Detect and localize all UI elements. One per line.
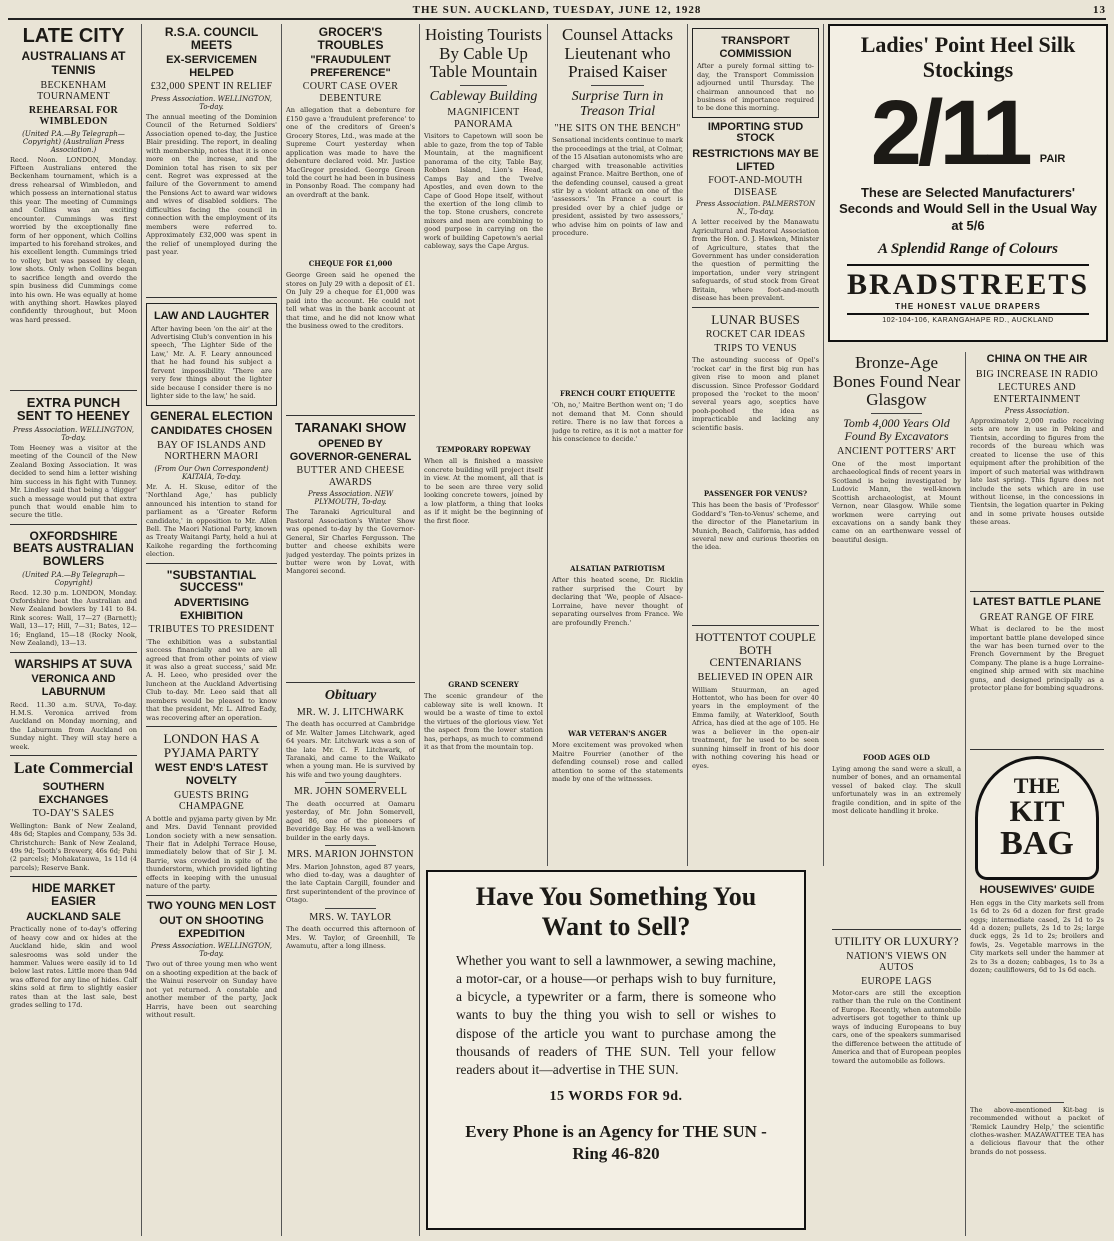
bradstreets-logo (847, 264, 1090, 315)
kitbag-word: THE (1013, 773, 1061, 799)
section-subhead: FRENCH COURT ETIQUETTE (559, 389, 676, 399)
column-7 (828, 352, 966, 1236)
section-subhead: GRAND SCENERY (448, 680, 519, 690)
article-body: A letter received by the Manawatu Agricultural and Pastoral Association from the Hon. O. J. Hawken, Minister of Agriculture, states that the Government has under consideration the question of permitting the importation, under very stringent safeguards, of stud stock from Great Britain, where foot-and-mouth disease has been prevalent. (692, 218, 819, 303)
brand-address: 102-104-106, KARANGAHAPE RD., AUCKLAND (882, 317, 1054, 325)
headline: LONDON HAS A PYJAMA PARTY (163, 731, 260, 760)
headline: WARSHIPS AT SUVA (14, 656, 133, 671)
column-5 (548, 24, 688, 866)
article-general-election (146, 410, 277, 564)
article-body: Motor-cars are still the exception rather than the rule on the Continent of Europe. Recently, when automobile advertisers got together to think up ways of inducing Europeans to buy cars, one of the speakers summarised the difference between the attitude of America and that of European peoples toward the automobile as follows. (832, 989, 961, 1065)
subheadline: CANDIDATES CHOSEN (150, 425, 273, 438)
headline: TRANSPORT COMMISSION (719, 35, 792, 60)
subheadline: ANCIENT POTTERS' ART (837, 446, 956, 458)
column-6 (688, 24, 824, 866)
article-body: After a purely formal sitting to-day, the Transport Commission adjourned until Thursday. The chairman announced that no business of importance required to be done this morning. (697, 62, 814, 113)
article-housewives-guide (970, 884, 1104, 1160)
article-rsa-council (146, 26, 277, 298)
article-body: After this heated scene, Dr. Ricklin rather surprised the Court by declaring that 'We, people of Alsace-Lorraine, have never thought of separating ourselves from France. We are profoundly French.' (552, 576, 683, 627)
article-hide-market (10, 882, 137, 1013)
article-body: Approximately 2,000 radio receiving sets are now in use in Peking and Tientsin, according to figures from the records of the bureau which was created to license the use of this equipment after the prohibition of the import of such material was withdrawn late last spring. This figure does not include the sets which are in use without license, in the concessions in Tientsin, the legation quarter in Peking and in some private houses outside these areas. (970, 417, 1104, 527)
dateline: Press Association. WELLINGTON, To-day. (12, 425, 134, 442)
article-body: A bottle and pyjama party given by Mr. and Mrs. David Tennant provided London society with a new sensation. Their flat in Adelphi Terrace House, immediately below that of Sir J. M. Barrie, was crowded in spite of the thunderstorm, which provided lighting effects in keeping with the unusual nature of the party. (146, 814, 277, 891)
headline: HOTTENTOT COUPLE BOTH CENTENARIANS (695, 630, 816, 670)
column-4 (420, 24, 548, 866)
article-pyjama-party (146, 732, 277, 896)
article-body: The Taranaki Agricultural and Pastoral Association's Winter Show was opened to-day by the Governor-General, Sir Charles Fergusson. The butter and cheese exhibits were judged yesterday. The points prizes in butter were won by Lovat, with Mangorei second. (286, 508, 415, 576)
subheadline: Surprise Turn in Treason Trial (571, 89, 664, 120)
headline: Counsel Attacks Lieutenant who Praised Kaiser (562, 25, 673, 82)
kit-bag-logo (975, 756, 1099, 880)
headline: GROCER'S TROUBLES (317, 25, 384, 52)
divider (1010, 1102, 1064, 1103)
column-3 (282, 24, 420, 1236)
article-body: This has been the basis of 'Professor' Goddard's 'Ten-to-Venus' scheme, and the director of the Planetarium in Munich, Beach, California, has added several new and curious theories on the idea. (692, 501, 819, 552)
article-body: Two out of three young men who went on a shooting expedition at the back of the Wainui reservoir on Sunday have not yet returned. A constable and another member of the party, Jack Harris, have been out searching without result. (146, 960, 277, 1020)
subheadline: BUTTER AND CHEESE AWARDS (296, 465, 405, 488)
headline: Bronze-Age Bones Found Near Glasgow (832, 353, 961, 410)
article-china-on-air (970, 354, 1104, 592)
subheadline: TO-DAY'S SALES (32, 808, 115, 820)
subheadline: EUROPE LAGS (861, 975, 932, 987)
article-body: Mrs. Marion Johnston, aged 87 years, who died to-day, was a daughter of the late Captain Cargill, founder and first superintendent of the province of Otago. (286, 862, 415, 905)
article-grocers-troubles (286, 26, 415, 416)
article-utility-luxury (832, 935, 961, 1069)
ad-price-unit: PAIR (1039, 152, 1066, 165)
ad-price: 2/11 (870, 81, 1029, 184)
article-body: Sensational incidents continue to mark the proceedings at the trial, at Colmar, of the 15 Alsatian autonomists who are charged with treasonable activities against France. Maitre Berthon, one of the defending counsel, caused a great stir by a violent attack on one of the 'assessors.' 'In France a court is presided over by a chief judge or president, assisted by two assessors,' who advise him on points of law and procedure. (552, 136, 683, 238)
article-extra-punch (10, 396, 137, 525)
subheadline: WEST END'S LATEST NOVELTY (154, 762, 269, 787)
article-body: 'The exhibition was a substantial success financially and we are all agreed that from other points of view it was also a great success,' said Mr. A. H. Leeo, who presided over the luncheon at the Auckland Advertising Club to-day. Mr. Leeo said that all members would be pleased to know that the president, Mr. L. Alfred Eady, was recovering after an operation. (146, 637, 277, 722)
dateline: (United P.A.—By Telegraph—Copyright) (Australian Press Association.) (22, 129, 125, 154)
article-body: One of the most important archaeological finds of recent years in Scotland is being investigated by Ludovic Mann, the well-known Scottish archaeologist, at Mount Vernon, near Glasgow. While some workmen were carrying out excavations on a sandy bank they came on an earthenware vessel of beautiful design. (832, 459, 961, 544)
page-number: 13 (1093, 4, 1106, 16)
dateline: Press Association. WELLINGTON, To-day. (150, 94, 272, 111)
subheadline: BIG INCREASE IN RADIO (975, 368, 1099, 380)
dateline: (From Our Own Correspondent) KAITAIA, To-day. (154, 464, 269, 481)
subheadline: MR. JOHN SOMERVELL (293, 786, 408, 798)
headline: GENERAL ELECTION (150, 408, 273, 423)
subheadline: TRIBUTES TO PRESIDENT (148, 624, 275, 636)
subheadline: FOOT-AND-MOUTH DISEASE (708, 175, 803, 198)
subheadline: ADVERTISING EXHIBITION (173, 596, 250, 622)
headline: R.S.A. COUNCIL MEETS (164, 25, 259, 52)
subheadline: OPENED BY GOVERNOR-GENERAL (289, 438, 412, 463)
article-bronze-age-bones (832, 354, 961, 930)
ad-headline: Have You Something You Want to Sell? (475, 882, 757, 941)
masthead-title: THE SUN. AUCKLAND, TUESDAY, JUNE 12, 1928 (412, 4, 702, 16)
article-body: Visitors to Capetown will soon be able to gaze, from the top of Table Mountain, at the magnificent panorama of the city, Table Bay, Robben Island, Lion's Head, Camps Bay and the Twelve Apostles, and even down to the Cape of Good Hope itself, without the exertion of the long climb to the top. Stone crushers, concrete mixers and men are combining to good purpose in carrying on the work of building Capetown's aerial cableway, says the Cape Argus. (424, 132, 543, 251)
subheadline: MRS. MARION JOHNSTON (287, 849, 414, 861)
section-subhead: ALSATIAN PATRIOTISM (570, 564, 665, 574)
dateline: Press Association. PALMERSTON N., To-day. (695, 200, 816, 217)
headline: Hoisting Tourists By Cable Up Table Mountain (424, 25, 543, 82)
subheadline: GUESTS BRING CHAMPAGNE (174, 789, 249, 813)
divider (591, 85, 643, 86)
dateline: (United P.A.—By Telegraph—Copyright) (22, 570, 125, 587)
subheadline: GREAT RANGE OF FIRE (979, 611, 1095, 623)
article-body: Tom Heeney was a visitor at the meeting of the Council of the New Zealand Boxing Association. It was decided to send him a letter wishing him success in his fight with Tunney. Mr. Lindley said that being a 'digger' such a message would put that extra punch that would enable him to secure the title. (10, 443, 137, 520)
dateline: Press Association. (1004, 407, 1070, 416)
subheadline: BECKENHAM TOURNAMENT (37, 79, 110, 103)
article-taranaki-show (286, 421, 415, 683)
headline: Obituary (324, 688, 377, 704)
subheadline: RESTRICTIONS MAY BE LIFTED (692, 148, 819, 173)
subheadline: "HE SITS ON THE BENCH" (554, 122, 681, 134)
subheadline: REHEARSAL FOR WIMBLEDON (28, 104, 119, 128)
ad-tagline: A Splendid Range of Colours (877, 241, 1059, 258)
dateline: Press Association. NEW PLYMOUTH, To-day. (307, 490, 394, 507)
headline: HIDE MARKET EASIER (31, 881, 116, 908)
headline: LATE CITY (22, 25, 125, 47)
article-treason-trial (552, 26, 683, 855)
ad-line: Ladies' Point Heel Silk (860, 32, 1076, 57)
kitbag-word: BAG (1000, 825, 1074, 863)
subheadline: MRS. W. TAYLOR (309, 911, 392, 923)
article-body: The scenic grandeur of the cableway site is well known. It would be a waste of time to extol the virtues of the glorious view. Yet the aspect from the lower station has, perhaps, as much to commend it as that from the mountain top. (424, 692, 543, 752)
article-body: The death occurred at Oamaru yesterday, of Mr. John Somervell, aged 86, one of the pioneers of Beveridge Bay. He was a well-known builder in the early days. (286, 799, 415, 842)
subheadline: MAGNIFICENT PANORAMA (447, 107, 520, 130)
subheadline: MR. W. J. LITCHWARK (296, 706, 405, 718)
divider (325, 845, 377, 846)
article-body: The astounding success of Opel's 'rocket car' in the first big run has given rise to moon and planet discussion. Since Professor Goddard proposed the 'rocket to the moon' several years ago, sceptics have pooh-poohed the idea as impracticable and lacking any scientific basis. (692, 356, 819, 432)
article-body: George Green said he opened the stores on July 29 with a deposit of £1. On July 29 a cheque for £1,000 was paid into the account. He could not tell what was in the bank account at that time, and he did not know what the business owed to the creditors. (286, 271, 415, 331)
headline: LATEST BATTLE PLANE (973, 596, 1101, 609)
article-table-mountain (424, 26, 543, 836)
article-body: The death occurred this afternoon of Mrs. W. Taylor, of Greenhill, Te Awamutu, after a long illness. (286, 925, 415, 951)
subheadline: OUT ON SHOOTING EXPEDITION (159, 915, 264, 940)
subheadline: "FRAUDULENT PREFERENCE" (310, 54, 391, 79)
article-body: More excitement was provoked when Maitre Fourrier (another of the defending counsel) rose and called attention to some of the statements made by one of the witnesses. (552, 741, 683, 784)
headline: HOUSEWIVES' GUIDE (979, 884, 1095, 897)
article-two-young-men (146, 901, 277, 1024)
section-subhead: FOOD AGES OLD (863, 752, 930, 762)
article-body: 'Oh, no,' Maitre Berthon went on; 'I do not demand that M. Conn should retire. There is no law that forces a judge to retire, as it is not a matter for his conscience to decide.' (552, 401, 683, 444)
article-body: Lying among the sand were a skull, a number of bones, and an ornamental vessel of baked clay. The skull unfortunately was in an extremely fragile condition, and in spite of the most delicate handling it broke. (832, 764, 961, 816)
ad-bradstreets-stockings (828, 24, 1108, 342)
ad-copy: Whether you want to sell a lawnmower, a sewing machine, a motor-car, or a house—or perhaps wish to buy furniture, a bicycle, a typewriter or a farm, there is someone who wants to buy the thing you wish to sell or wishes to dispose of the article you want to purchase among the thousands of readers of THE SUN. Tell your fellow readers about it—advertise in THE SUN. (456, 952, 776, 1078)
headline: EXTRA PUNCH SENT TO HEENEY (16, 394, 131, 424)
subheadline: Tomb 4,000 Years Old Found By Excavators (843, 416, 950, 444)
article-transport-commission (692, 28, 819, 118)
article-body: Mr. A. H. Skuse, editor of the 'Northland Age,' has publicly announced his intention to stand for parliament as a 'Greater Reform candidate,' in opposition to Mr. Allen Bell. The Maori National Party, known as Treaty Waitangi Party, held a hui at Kaikohe regarding the forthcoming election. (146, 482, 277, 559)
divider (325, 782, 377, 783)
divider (460, 85, 508, 86)
article-warships-suva (10, 658, 137, 757)
headline: LAW AND LAUGHTER (153, 309, 270, 322)
article-body: Hen eggs in the City markets sell from 1s 6d to 2s 6d a dozen for first grade eggs; intermediate cased, 2s 1d to 2s 4d a dozen; pullets, 2s 1d to 2s; large duck eggs, 2s 1d to 2s; broilers and fowls, 2s. Vegetable marrows in the City markets sell under the hammer at 2s to 3s a dozen; cabbages, 1s to 3s a dozen; cauliflowers, 6d to 1s 6d each. (970, 898, 1104, 975)
section-subhead: WAR VETERAN'S ANGER (568, 729, 667, 739)
article-body: Recd. 12.30 p.m. LONDON, Monday. Oxfordshire beat the Australian and New Zealand bowlers by 141 to 84. Rink scores: Wall, 17—27 (Barnett); Wall, 13—17; Hill, 7—31; Bates, 12—16; England, 15—18 (Rocky Nook, New Zealand), 13—13. (10, 588, 137, 648)
subheadline: COURT CASE OVER DEBENTURE (302, 81, 399, 104)
article-body: Practically none of to-day's offering of heavy cow and ox hides at the Auckland hide, skin and wool salesrooms was sold under the hammer. Values were easily id to 1d below last rates. Little more than 94d was offered for any line of hides. Calf skins sold at firm to slightly easier rates than at the last sale, best grades selling to 17d. (10, 925, 137, 1010)
headline: OXFORDSHIRE BEATS AUSTRALIAN BOWLERS (13, 528, 134, 568)
article-body: The above-mentioned Kit-bag is recommended without a packet of 'Remick Laundry Help,' the scientific clothes-washer. MAZAWATTEE TEA has a delicious flavour that the other brands do not possess. (970, 1105, 1104, 1156)
article-hottentot-couple (692, 631, 819, 774)
article-battle-plane (970, 597, 1104, 750)
subheadline: ROCKET CAR IDEAS (705, 329, 806, 341)
article-body: Recd. Noon. LONDON, Monday. Fifteen Australians entered the Beckenham tournament, which is a dress rehearsal of Wimbledon, and which possess an international status this year. The meeting of Cummings and Collins was an exciting encounter. Cummings was first worried by the exceptionally fine form of her opponent, which Collins imparted to his forehand strokes, and his excellent length. Cummings tried to volley, but was passed by clean, low shots. Only when Collins began to sacrifice length and overdo the spin business did Cummings come into his own. He was equally at home with anything short. Hawkes played confidently throughout, but Moon was hard pressed. (10, 155, 137, 324)
article-body: The annual meeting of the Dominion Council of the Returned Soldiers' Association opened to-day, the Justice Blair presiding. The report, in dealing with membership, notes that it is once more on the increase, and the Dominion total has risen to six per cent. Regret was expressed at the failure of the Government to amend the Pensions Act to award war widows and wives of disabled soldiers. The difficulties facing the council in connection with the employment of its members were referred to. Approximately £32,000 was spent in the relief of unemployed during the past year. (146, 112, 277, 256)
ad-have-something-to-sell (426, 870, 806, 1230)
brand-name: BRADSTREETS (846, 268, 1090, 302)
ad-offer: 15 WORDS FOR 9d. (549, 1089, 683, 1105)
headline: CHINA ON THE AIR (986, 353, 1088, 365)
brand-tagline: THE HONEST VALUE DRAPERS (895, 302, 1041, 312)
article-oxfordshire (10, 530, 137, 653)
subheadline: NATION'S VIEWS ON AUTOS (846, 950, 947, 974)
headline: TARANAKI SHOW (295, 420, 406, 436)
section-subhead: TEMPORARY ROPEWAY (436, 445, 531, 455)
headline: "SUBSTANTIAL SUCCESS" (166, 567, 257, 595)
subheadline: £32,000 SPENT IN RELIEF (150, 81, 273, 93)
subheadline: Cableway Building (429, 89, 538, 105)
article-body: An allegation that a debenture for £150 gave a 'fraudulent preference' to one of the creditors of Green's Grocery Stores, Ltd., was made at the Supreme Court yesterday when application was made to have the debenture declared void. Mr. Justice MacGregor presided. George Green told the court he had been in business in Ponsonby Road. The company had an overdraft at the bank. (286, 106, 415, 199)
divider (871, 413, 923, 414)
article-body: The death has occurred at Cambridge of Mr. Walter James Litchwark, aged 64 years. Mr. Litchwark was a son of the late Mr. C. F. Litchwark, of Taranaki, and came to the Waikato when a young man. He is survived by his wife and two young daughters. (286, 720, 415, 779)
headline: AUSTRALIANS AT TENNIS (21, 49, 126, 77)
headline: UTILITY OR LUXURY? (834, 933, 959, 948)
article-body: When all is finished a massive concrete building will project itself in view. At the moment, all that is to be seen are three very solid looking concrete towers, joined by a low platform, a thing that looks as if it might be the beginning of the first floor. (424, 457, 543, 525)
article-body: After having been 'on the air' at the Advertising Club's convention in his speech, 'The Lighter Side of the Law,' Mr. A. F. Leary announced that he had found his subject a fervent impossibility. 'There are very few things about the lighter side because I consider there is no lighter side to the law,' he said. (151, 324, 272, 401)
headline: IMPORTING STUD STOCK (707, 120, 804, 145)
column-1 (6, 24, 142, 1236)
subheadline: TRIPS TO VENUS (714, 342, 797, 354)
headline: LUNAR BUSES (711, 311, 800, 327)
column-2 (142, 24, 282, 1236)
column-8 (966, 352, 1108, 1236)
article-body: Wellington: Bank of New Zealand, 48s 6d; Staples and Company, 53s 3d. Christchurch: Bank of New Zealand, 49s 9d; Tooth's Brewery, 46s 6d; Pahi (2 parcels); Mohakatauwa, 1s 11d (4 parcels); Reserve Bank. (10, 821, 137, 872)
article-australians-tennis (10, 26, 137, 391)
subheadline: BELIEVED IN OPEN AIR (697, 672, 814, 684)
right-block (828, 24, 1108, 348)
section-subhead: CHEQUE FOR £1,000 (308, 259, 393, 269)
article-body: Recd. 11.30 a.m. SUVA, To-day. H.M.S. Veronica arrived from Auckland on Monday morning, and the Laburnum from Auckland on Sunday night. They will stay here a week. (10, 700, 137, 751)
subheadline: LECTURES AND ENTERTAINMENT (993, 382, 1081, 405)
article-body: What is declared to be the most important battle plane developed since the war has been turned over to the French Government by the Breguet Company. The plane is a huge Lorraine-engined ship armed with six machine guns, and designed principally as a protector plane for bombing squadrons. (970, 625, 1104, 693)
dateline: Press Association. WELLINGTON, To-day. (150, 942, 272, 959)
article-late-commercial (10, 761, 137, 877)
article-law-laughter (146, 303, 277, 406)
divider (325, 908, 377, 909)
headline: TWO YOUNG MEN LOST (147, 899, 276, 912)
article-lunar-buses (692, 313, 819, 627)
ad-line: Stockings (922, 57, 1014, 83)
section-subhead: PASSENGER FOR VENUS? (703, 489, 808, 499)
article-substantial-success (146, 569, 277, 727)
subheadline: BAY OF ISLANDS AND NORTHERN MAORI (157, 439, 266, 463)
headline: Late Commercial (13, 760, 134, 778)
subheadline: EX-SERVICEMEN HELPED (166, 54, 257, 79)
ad-agency: Every Phone is an Agency for THE SUN - Ring 46-820 (465, 1122, 767, 1164)
article-body: William Stuurman, an aged Hottentot, who has been for over 40 years in the employment of the Emma family, at Waterkloof, South Africa, has died at the age of 105. He was a believer in the open-air treatment, for he used to be seen sunning himself in front of his door with nothing covering his head or eyes. (692, 685, 819, 770)
subheadline: VERONICA AND LABURNUM (31, 673, 116, 698)
masthead (8, 2, 1106, 20)
article-stud-stock (692, 122, 819, 308)
article-obituary (286, 688, 415, 954)
kitbag-word: KIT (1009, 795, 1065, 829)
subheadline: SOUTHERN EXCHANGES (38, 780, 109, 806)
ad-pitch: These are Selected Manufacturers' Seconds and Would Sell in the Usual Way at 5/6 (839, 184, 1097, 234)
subheadline: AUCKLAND SALE (26, 910, 121, 923)
